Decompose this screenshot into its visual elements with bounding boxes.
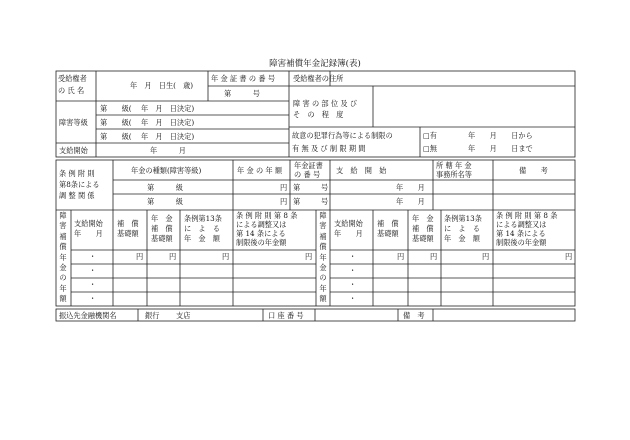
col-fusoku-header: 条 例 附 則 第 8 条 xyxy=(496,211,558,220)
col-jorei13-header-3: 年 金 額 xyxy=(444,234,480,243)
branch-suffix: 支店 xyxy=(176,311,191,320)
payment-start-label: 支給開始 xyxy=(59,146,88,155)
col-start-header: 支給開始 xyxy=(334,219,363,228)
row-dot: ・ xyxy=(89,280,97,289)
cert-number-header: 年金証書 xyxy=(294,161,323,170)
col-fusoku-header-3: 第 14 条による xyxy=(236,229,286,238)
row-dot: ・ xyxy=(349,294,357,303)
yen-unit: 円 xyxy=(169,252,177,261)
row-dot: ・ xyxy=(349,252,357,261)
cert-dai: 第 xyxy=(293,197,301,206)
page-title: 障害補償年金記録簿(表) xyxy=(269,59,361,69)
crime-no-checkbox[interactable]: □無 年 月 日まで xyxy=(423,144,533,153)
col-jorei13-header-2: に よ る xyxy=(444,224,480,233)
yen-unit: 円 xyxy=(397,252,405,261)
office-header-2: 事務所名等 xyxy=(436,170,472,179)
disability-part-label-2: そ の 程 度 xyxy=(293,110,344,119)
row-dot: ・ xyxy=(349,280,357,289)
col-hosho-header-2: 基礎額 xyxy=(377,229,399,238)
yen-unit: 円 xyxy=(305,252,313,261)
col-nenkin-header: 年 金 xyxy=(412,214,434,223)
disability-part-label: 障 害 の 部 位 及 び xyxy=(293,99,358,108)
bank-suffix: 銀行 xyxy=(145,311,160,320)
rule-adjust-label-3: 調 整 関 係 xyxy=(59,191,95,200)
col-jorei13-header-2: に よ る xyxy=(184,224,220,233)
row-dot: ・ xyxy=(89,252,97,261)
col-nenkin-header-2: 補 償 xyxy=(412,224,434,233)
rule-adjust-label-2: 第8条による xyxy=(59,180,100,189)
pension-kind-header: 年金の種類(障害等級) xyxy=(131,166,202,175)
col-fusoku-header-2: による調整又は xyxy=(236,220,287,229)
yen-unit: 円 xyxy=(280,197,288,206)
cert-number-value: 第 号 xyxy=(224,89,260,98)
cert-gou: 号 xyxy=(321,183,329,192)
grade-row-1: 第 級( 年 月 日決定) xyxy=(100,104,195,113)
col-hosho-header-2: 基礎額 xyxy=(117,229,139,238)
yen-unit: 円 xyxy=(136,252,144,261)
row-dot: ・ xyxy=(89,294,97,303)
annual-amount-header: 年 金 の 年 額 xyxy=(237,166,283,175)
col-fusoku-header-3: 第 14 条による xyxy=(496,229,546,238)
cert-gou: 号 xyxy=(321,197,329,206)
rule-adjust-label: 条 例 附 則 xyxy=(59,169,95,178)
cert-dai: 第 xyxy=(293,183,301,192)
col-nenkin-header-2: 補 償 xyxy=(151,224,173,233)
col-fusoku-header-2: による調整又は xyxy=(496,220,547,229)
pension-kind-value: 第 級 xyxy=(147,183,183,192)
start-header: 支 給 開 始 xyxy=(336,166,387,175)
col-start-header-2: 年 月 xyxy=(334,229,363,238)
row-dot: ・ xyxy=(89,266,97,275)
yen-unit: 円 xyxy=(482,252,490,261)
birth-date-field: 年 月 日生( 歳) xyxy=(130,81,194,90)
col-hosho-header: 補 償 xyxy=(117,219,139,228)
pension-kind-value: 第 級 xyxy=(147,197,183,206)
recipient-address-label: 受給権者の住所 xyxy=(293,74,344,83)
col-fusoku-header-4: 制限後の年金額 xyxy=(236,238,287,247)
col-jorei13-header: 条例第13条 xyxy=(444,214,482,223)
payment-start-value: 年 月 xyxy=(150,146,186,155)
yen-unit: 円 xyxy=(280,183,288,192)
col-nenkin-header-3: 基礎額 xyxy=(151,234,173,243)
cert-number-label: 年 金 証 書 の 番 号 xyxy=(211,74,276,83)
col-start-header: 支給開始 xyxy=(74,219,103,228)
crime-restriction-label-2: 有 無 及 び 制 限 期 間 xyxy=(292,144,366,153)
yen-unit: 円 xyxy=(430,252,438,261)
account-number-label: 口 座 番 号 xyxy=(268,311,304,320)
col-nenkin-header-3: 基礎額 xyxy=(412,234,434,243)
col-hosho-header: 補 償 xyxy=(377,219,399,228)
yen-unit: 円 xyxy=(222,252,230,261)
start-ym: 年 月 xyxy=(396,183,425,192)
vertical-label: 障 害 補 償 年 金 の 年 額 xyxy=(59,211,67,304)
col-fusoku-header-4: 制限後の年金額 xyxy=(496,238,547,247)
cert-number-header-2: の 番 号 xyxy=(294,170,321,179)
start-ym: 年 月 xyxy=(396,197,425,206)
row-dot: ・ xyxy=(349,266,357,275)
recipient-name-label-2: の 氏 名 xyxy=(58,86,85,95)
disability-grade-label: 障害等級 xyxy=(59,118,88,127)
recipient-name-label: 受給権者 xyxy=(58,74,87,83)
crime-restriction-label: 故意の犯罪行為等による制限の xyxy=(292,131,393,140)
yen-unit: 円 xyxy=(565,252,573,261)
grade-row-3: 第 級( 年 月 日決定) xyxy=(100,132,195,141)
remarks-header: 備 考 xyxy=(519,166,548,175)
office-header: 所 轄 年 金 xyxy=(436,161,472,170)
col-jorei13-header-3: 年 金 額 xyxy=(184,234,220,243)
col-nenkin-header: 年 金 xyxy=(151,214,173,223)
bank-name-label: 振込先金融機関名 xyxy=(59,311,117,320)
col-jorei13-header: 条例第13条 xyxy=(184,214,222,223)
crime-yes-checkbox[interactable]: □有 年 月 日から xyxy=(423,131,533,140)
footer-remarks-label: 備 考 xyxy=(403,311,425,320)
grade-row-2: 第 級( 年 月 日決定) xyxy=(100,118,195,127)
vertical-label: 障 害 補 償 年 金 の 年 額 xyxy=(319,211,327,304)
col-start-header-2: 年 月 xyxy=(74,229,103,238)
col-fusoku-header: 条 例 附 則 第 8 条 xyxy=(236,211,298,220)
